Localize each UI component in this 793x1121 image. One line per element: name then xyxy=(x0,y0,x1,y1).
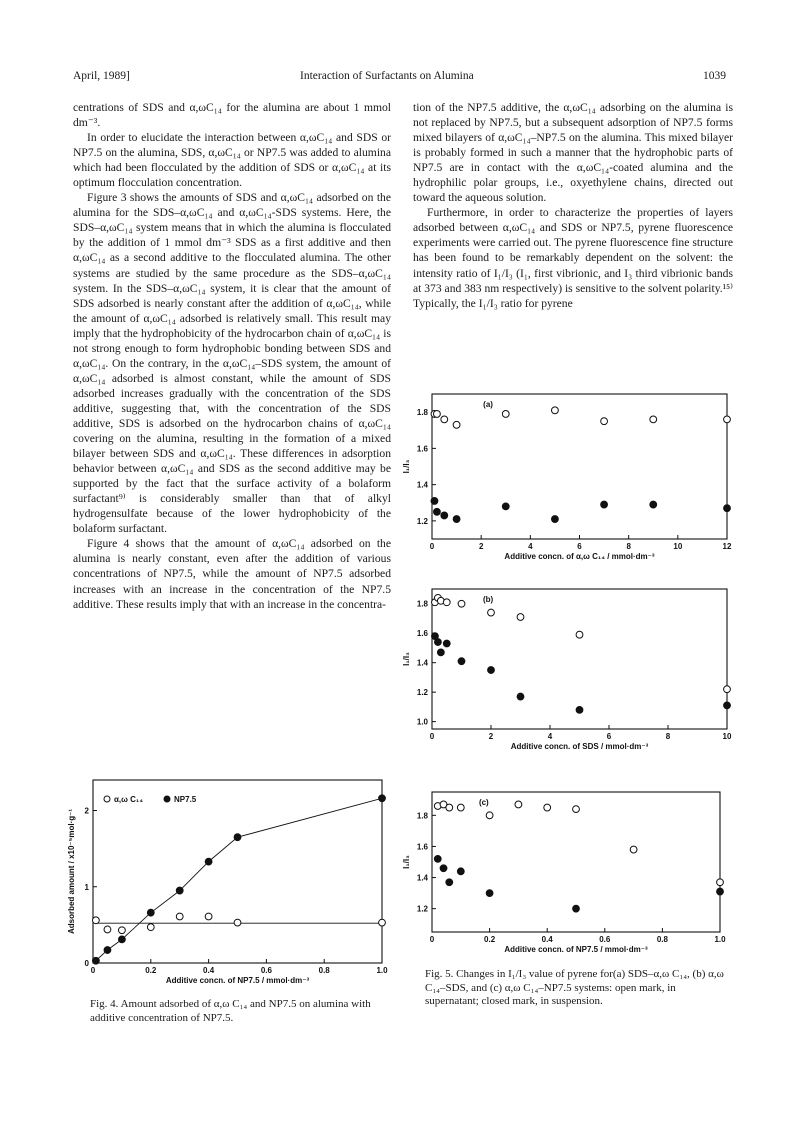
data-point-filled xyxy=(576,706,583,713)
figure-5c-chart xyxy=(395,784,745,964)
data-point-open xyxy=(453,421,460,428)
right-column xyxy=(413,100,733,311)
data-point-open xyxy=(515,801,522,808)
paragraph: Furthermore, in order to characterize the properties of layers adsorbed between α,ωC₁₄ and SDS or NP7.5, pyrene fluorescence experiments were carried out. The pyrene fluorescence fine structure has been found to be remarkably dependent on the solvent: the intensity ratio of I₁/I₃ (I₁, first vibrionic, and I₃ third vibrionic bands at 373 and 383 nm respectively) is sensitive to the solvent polarity.¹⁵⁾ Typically, the I₁/I₃ ratio for pyrene xyxy=(413,206,734,310)
data-point-open xyxy=(630,846,637,853)
data-point-open xyxy=(234,919,241,926)
data-point-open xyxy=(486,812,493,819)
data-point-filled xyxy=(92,957,99,964)
x-tick-label: 12 xyxy=(722,542,732,551)
y-tick-label: 1.0 xyxy=(416,717,428,727)
data-point-filled xyxy=(176,887,183,894)
panel-label: (c) xyxy=(478,798,489,807)
data-point-filled xyxy=(650,501,657,508)
data-point-filled xyxy=(601,501,608,508)
data-point-filled xyxy=(104,947,111,954)
x-axis-label: Additive concn. of NP7.5 / mmol·dm⁻³ xyxy=(165,976,310,985)
data-point-filled xyxy=(724,505,731,512)
panel-label: (b) xyxy=(482,595,494,604)
data-point-filled xyxy=(552,516,559,523)
data-point-filled xyxy=(119,936,126,943)
y-axis-label: I₁/I₃ xyxy=(402,459,411,474)
data-point-open xyxy=(176,913,183,920)
data-point-open xyxy=(441,416,448,423)
data-point-open xyxy=(502,411,509,418)
x-tick-label: 6 xyxy=(577,542,582,551)
data-point-open xyxy=(488,609,495,616)
figure-4-caption: Fig. 4. Amount adsorbed of α,ω C₁₄ and NP7.5 on alumina with additive concentration of NP7.5. xyxy=(90,998,371,1024)
data-point-open xyxy=(544,804,551,811)
y-tick-label: 1.6 xyxy=(416,444,428,454)
page-number: 1039 xyxy=(703,70,726,82)
y-tick-label: 1.8 xyxy=(416,599,428,609)
y-tick-label: 1 xyxy=(84,882,89,892)
x-axis-label: Additive concn. of NP7.5 / mmol·dm⁻³ xyxy=(504,945,648,954)
data-point-open xyxy=(601,418,608,425)
legend-marker-filled xyxy=(164,796,170,802)
legend-marker-open xyxy=(104,796,110,802)
data-point-filled xyxy=(717,888,724,895)
data-point-filled xyxy=(434,508,441,515)
y-tick-label: 1.4 xyxy=(416,873,428,883)
data-point-open xyxy=(379,919,386,926)
data-point-open xyxy=(457,804,464,811)
data-point-open xyxy=(446,804,453,811)
y-tick-label: 1.6 xyxy=(416,629,428,639)
x-tick-label: 0.2 xyxy=(484,935,496,944)
data-point-open xyxy=(650,416,657,423)
y-tick-label: 1.2 xyxy=(416,516,428,526)
panel-label: (a) xyxy=(483,400,493,409)
data-point-filled xyxy=(486,890,493,897)
x-tick-label: 4 xyxy=(547,732,553,741)
data-point-open xyxy=(205,913,212,920)
data-point-open xyxy=(573,806,580,813)
data-point-filled xyxy=(502,503,509,510)
plot-frame xyxy=(93,780,382,963)
x-tick-label: 0.6 xyxy=(260,966,272,975)
y-tick-label: 1.2 xyxy=(416,904,428,914)
x-tick-label: 8 xyxy=(665,732,671,741)
header-date: April, 1989] xyxy=(73,70,130,82)
y-tick-label: 2 xyxy=(84,806,89,816)
x-tick-label: 0 xyxy=(429,732,435,741)
paragraph: tion of the NP7.5 additive, the α,ωC₁₄ adsorbing on the alumina is not replaced by NP7.5, but a subsequent adsorption of NP7.5 forms mixed bilayers of α,ωC₁₄–NP7.5 on the alumina. This mixed bilayer is probably formed in such a manner that the hydrophobic parts of NP7.5 are in contact with the α,ωC₁₄-coated alumina and the hydrophilic polar groups, i.e., oxyethylene chains, directed out toward the aqueous solution. xyxy=(413,101,733,205)
y-tick-label: 1.6 xyxy=(416,842,428,852)
x-tick-label: 1.0 xyxy=(376,966,388,975)
paragraph: Figure 4 shows that the amount of α,ωC₁₄ adsorbed on the alumina is nearly constant, even after the addition of various concentrations of NP7.5, while the amount of NP7.5 adsorbed increases with an increase in the concentration of the NP7.5 additive. These results imply that with an increase in the concentra- xyxy=(73,537,391,611)
x-tick-label: 0.6 xyxy=(599,935,611,944)
x-tick-label: 0 xyxy=(429,935,435,944)
x-tick-label: 0.4 xyxy=(203,966,215,975)
x-tick-label: 10 xyxy=(722,732,732,741)
y-axis-label: I₁/I₃ xyxy=(402,855,411,869)
data-point-open xyxy=(458,600,465,607)
x-tick-label: 2 xyxy=(488,732,494,741)
y-axis-label: I₁/I₃ xyxy=(402,652,411,666)
figure-5a-chart xyxy=(395,388,745,566)
figure-5b-chart xyxy=(395,583,745,763)
y-axis-label: Adsorbed amount / x10⁻⁵mol·g⁻¹ xyxy=(67,808,76,935)
x-tick-label: 0.4 xyxy=(541,935,553,944)
data-point-filled xyxy=(573,905,580,912)
x-tick-label: 10 xyxy=(673,542,683,551)
data-point-filled xyxy=(724,702,731,709)
x-tick-label: 2 xyxy=(478,542,484,551)
paragraph: In order to elucidate the interaction between α,ωC₁₄ and SDS or NP7.5 on the alumina, SDS, α,ωC₁₄ or NP7.5 was added to alumina which had been flocculated by the addition of SDS or α,ωC₁₄ at its optimum flocculation concentration. xyxy=(73,131,391,190)
x-tick-label: 0 xyxy=(429,542,435,551)
header-title: Interaction of Surfactants on Alumina xyxy=(300,70,474,82)
x-axis-label: Additive concn. of SDS / mmol·dm⁻³ xyxy=(510,742,649,751)
left-column xyxy=(73,100,391,612)
data-point-open xyxy=(576,631,583,638)
data-point-open xyxy=(92,917,99,924)
y-tick-label: 1.4 xyxy=(416,658,428,668)
x-tick-label: 1.0 xyxy=(714,935,726,944)
x-tick-label: 0.8 xyxy=(656,935,668,944)
y-tick-label: 1.8 xyxy=(416,811,428,821)
data-point-open xyxy=(552,407,559,414)
data-point-open xyxy=(147,924,154,931)
legend-label: α,ω C₁₄ xyxy=(114,795,144,804)
x-tick-label: 8 xyxy=(626,542,631,551)
y-tick-label: 1.2 xyxy=(416,688,428,698)
y-tick-label: 0 xyxy=(84,959,89,968)
data-point-filled xyxy=(234,834,241,841)
data-point-filled xyxy=(147,909,154,916)
data-point-filled xyxy=(457,868,464,875)
paragraph: centrations of SDS and α,ωC₁₄ for the alumina are about 1 mmol dm⁻³. xyxy=(73,101,391,130)
data-point-filled xyxy=(437,649,444,656)
data-point-filled xyxy=(440,865,447,872)
y-tick-label: 1.4 xyxy=(416,480,428,490)
data-point-open xyxy=(104,926,111,933)
data-point-filled xyxy=(434,855,441,862)
x-tick-label: 6 xyxy=(606,732,612,741)
data-point-open xyxy=(443,599,450,606)
data-point-open xyxy=(434,411,441,418)
figure-4-chart xyxy=(62,774,402,992)
data-point-filled xyxy=(453,516,460,523)
x-tick-label: 0.8 xyxy=(318,966,330,975)
data-point-filled xyxy=(488,667,495,674)
data-point-open xyxy=(724,686,731,693)
data-point-filled xyxy=(435,639,442,646)
y-tick-label: 1.8 xyxy=(416,408,428,418)
x-axis-label: Additive concn. of α,ω C₁₄ / mmol·dm⁻³ xyxy=(504,552,655,561)
x-tick-label: 0.2 xyxy=(145,966,157,975)
data-point-filled xyxy=(205,858,212,865)
data-point-open xyxy=(724,416,731,423)
data-point-open xyxy=(517,614,524,621)
data-point-filled xyxy=(458,658,465,665)
data-point-filled xyxy=(431,498,438,505)
x-tick-label: 4 xyxy=(528,542,533,551)
data-point-filled xyxy=(441,512,448,519)
data-point-filled xyxy=(379,795,386,802)
data-point-filled xyxy=(443,640,450,647)
plot-frame xyxy=(432,394,727,539)
x-tick-label: 0 xyxy=(90,966,96,975)
data-point-filled xyxy=(517,693,524,700)
figure-5-caption: Fig. 5. Changes in I₁/I₃ value of pyrene for(a) SDS–α,ω C₁₄, (b) α,ω C₁₄–SDS, and (c) α,ω C₁₄–NP7.5 systems: open mark, in supernatant; closed mark, in suspension. xyxy=(425,968,724,1007)
trend-curve xyxy=(96,798,382,960)
data-point-filled xyxy=(446,879,453,886)
paragraph: Figure 3 shows the amounts of SDS and α,ωC₁₄ adsorbed on the alumina for the SDS–α,ωC₁₄ and α,ωC₁₄-SDS systems. Here, the SDS–α,ωC₁₄ system means that in which the alumina is flocculated by the addition of 1 mmol dm⁻³ SDS as a first additive and then α,ωC₁₄ as a second additive to the flocculated alumina. The other systems are studied by the same procedure as the SDS–α,ωC₁₄ system. In the SDS–α,ωC₁₄ system, it is clear that the amount of SDS adsorbed is nearly constant after the addition of α,ωC₁₄, while the amount of α,ωC₁₄ adsorbed is relatively small. This result may imply that the hydrophobicity of the hydrocarbon chain of α,ωC₁₄ is not strong enough to form hydrophobic bonding between SDS and α,ωC₁₄. On the contrary, in the α,ωC₁₄–SDS system, the amount of α,ωC₁₄ adsorbed is almost constant, while the amount of SDS adsorbed increases gradually with the concentration of the SDS additive, suggesting that, with the concentration of the SDS additive, SDS is adsorbed on the hydrocarbon chains of α,ωC₁₄ covering on the alumina, resulting in the formation of a mixed bilayer between SDS and α,ωC₁₄. These differences in adsorption behavior between α,ωC₁₄ and SDS as the second additive may be supported by the fact that the surface activity of a bolaform surfactant⁹⁾ is considerably smaller than that of alkyl hydrogensulfate because of the lower hydrophobicity of the bolaform surfactant. xyxy=(73,191,391,536)
legend-label: NP7.5 xyxy=(174,795,197,804)
data-point-open xyxy=(119,927,126,934)
data-point-open xyxy=(717,879,724,886)
